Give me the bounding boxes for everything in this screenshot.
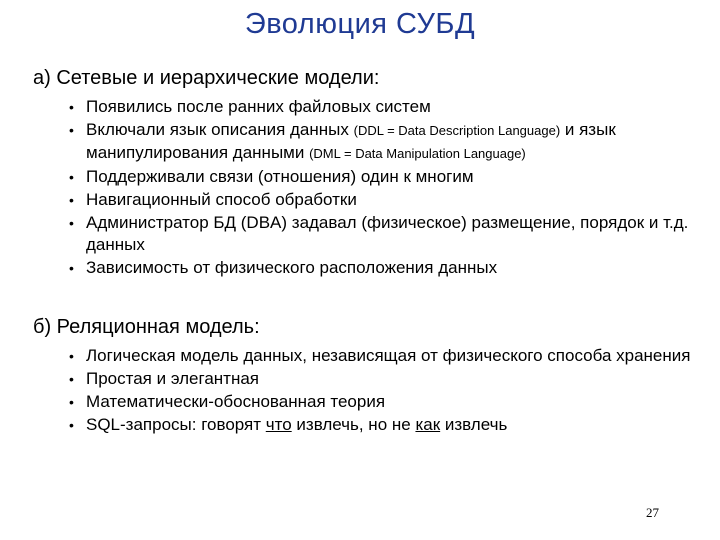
list-item-text: извлечь: [440, 415, 508, 434]
list-item: [69, 119, 693, 165]
bullet-icon: •: [69, 99, 74, 115]
list-item-text: извлечь, но не: [291, 415, 416, 434]
list-item-text: Зависимость от физического расположения данных: [86, 258, 498, 277]
list-item: [69, 368, 693, 390]
section-heading-b: б) Реляционная модель:: [33, 316, 260, 338]
list-item: [69, 212, 693, 256]
ddl-note: (DDL = Data Description Language): [353, 123, 561, 138]
list-item-text: Поддерживали связи (отношения) один к многим: [86, 167, 474, 186]
list-item-text: Администратор БД (DBA) задавал (физическое) размещение, порядок и т.д. данных: [86, 213, 689, 254]
bullet-list-b: [33, 345, 693, 436]
list-item: [69, 96, 693, 118]
bullet-icon: •: [69, 371, 74, 387]
list-item-text: и язык манипулирования данными: [86, 120, 616, 162]
bullet-icon: •: [69, 394, 74, 410]
list-item-text: Появились после ранних файловых систем: [86, 97, 431, 116]
list-item-text: Логическая модель данных, независящая от физического способа хранения: [86, 346, 691, 365]
list-item: [69, 414, 693, 436]
list-item: [69, 257, 693, 279]
list-item-text: Навигационный способ обработки: [86, 190, 357, 209]
bullet-icon: •: [69, 122, 74, 138]
list-item-text: SQL-запросы: говорят: [86, 415, 266, 434]
list-item: [69, 189, 693, 211]
slide-title: Эволюция СУБД: [244, 8, 476, 40]
bullet-list-a: [33, 96, 693, 279]
bullet-icon: •: [69, 348, 74, 364]
bullet-icon: •: [69, 260, 74, 276]
list-item: [69, 166, 693, 188]
list-item: [69, 391, 693, 413]
bullet-icon: •: [69, 417, 74, 433]
page-number: 27: [646, 505, 659, 520]
underlined-what: что: [265, 415, 292, 434]
underlined-how: как: [415, 415, 441, 434]
list-item-text: Простая и элегантная: [86, 369, 260, 388]
section-heading-a: а) Сетевые и иерархические модели:: [33, 67, 380, 89]
bullet-icon: •: [69, 169, 74, 185]
dml-note: (DML = Data Manipulation Language): [309, 146, 526, 161]
bullet-icon: •: [69, 215, 74, 231]
list-item-text: Включали язык описания данных: [86, 120, 354, 139]
bullet-icon: •: [69, 192, 74, 208]
section-relational: [33, 315, 693, 437]
list-item: [69, 345, 693, 367]
list-item-text: Математически-обоснованная теория: [86, 392, 386, 411]
section-network-hierarchical: [33, 66, 693, 280]
